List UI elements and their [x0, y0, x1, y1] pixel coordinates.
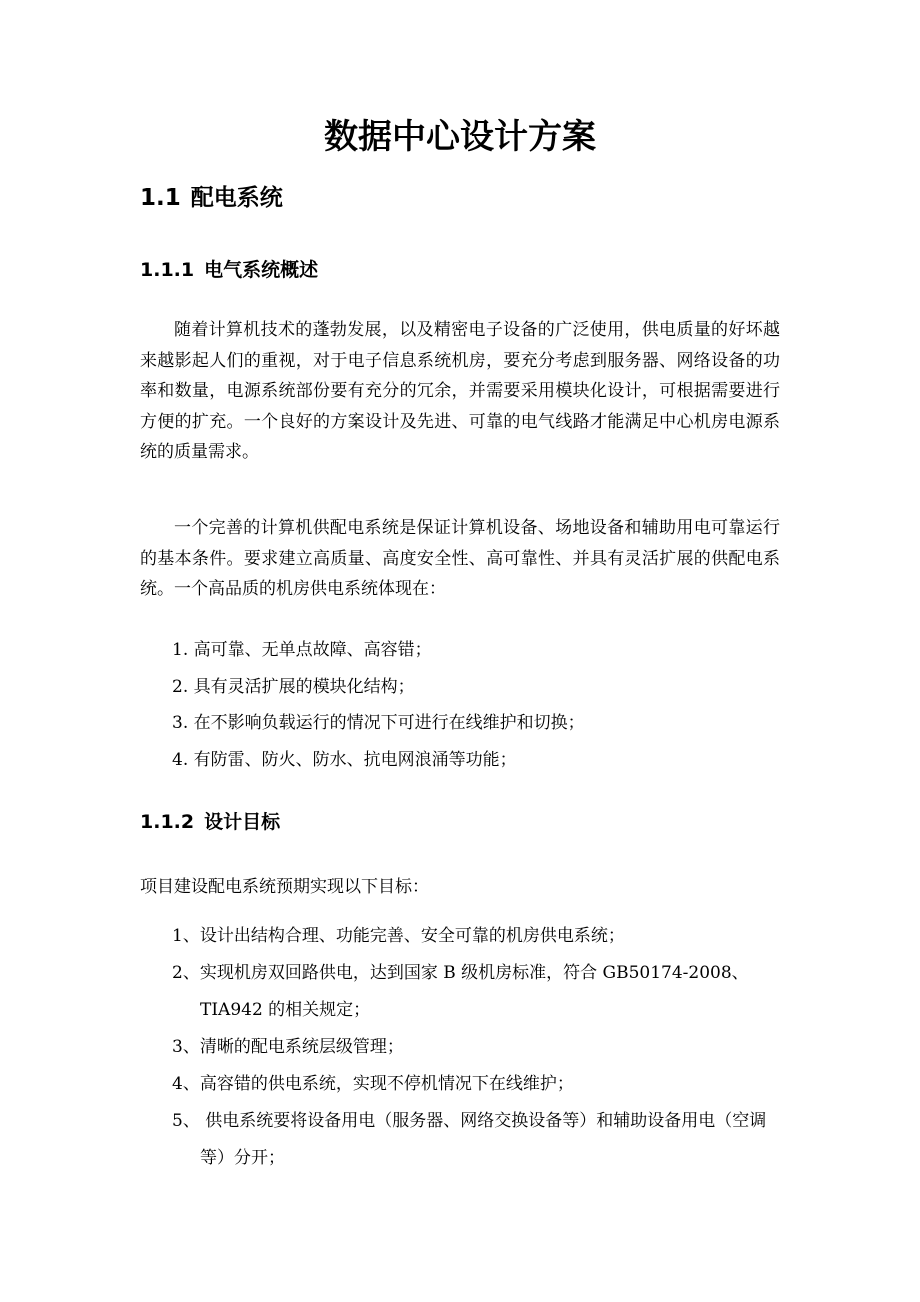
subsection-number: 1.1.1	[140, 259, 195, 281]
subsection-title: 电气系统概述	[204, 259, 319, 281]
list-item: 4、高容错的供电系统，实现不停机情况下在线维护；	[172, 1074, 574, 1094]
requirements-list	[172, 638, 787, 784]
list-item: 3、清晰的配电系统层级管理；	[172, 1037, 404, 1057]
subsection-heading-design-goals	[140, 807, 280, 837]
list-item: 5、 供电系统要将设备用电（服务器、网络交换设备等）和辅助设备用电（空调等）分开；	[172, 1111, 767, 1168]
list-item: 2、实现机房双回路供电，达到国家 B 级机房标准，符合 GB50174-2008、TIA942 的相关规定；	[172, 963, 749, 1020]
section-heading	[140, 180, 283, 216]
paragraph: 随着计算机技术的蓬勃发展，以及精密电子设备的广泛使用，供电质量的好坏越来越影起人们的重视，对于电子信息系统机房，要充分考虑到服务器、网络设备的功率和数量，电源系统部份要有充分的冗余，并需要采用模块化设计，可根据需要进行方便的扩充。一个良好的方案设计及先进、可靠的电气线路才能满足中心机房电源系统的质量需求。	[140, 320, 780, 463]
list-item: 2. 具有灵活扩展的模块化结构；	[172, 676, 415, 697]
paragraph: 一个完善的计算机供配电系统是保证计算机设备、场地设备和辅助用电可靠运行的基本条件。要求建立高质量、高度安全性、高可靠性、并具有灵活扩展的供配电系统。一个高品质的机房供电系统体现在：	[140, 518, 780, 600]
section-number: 1.1	[140, 185, 181, 211]
page-title: 数据中心设计方案	[324, 117, 596, 157]
list-item: 4. 有防雷、防火、防水、抗电网浪涌等功能；	[172, 749, 517, 770]
list-item: 1、设计出结构合理、功能完善、安全可靠的机房供电系统；	[172, 926, 625, 946]
section-title: 配电系统	[190, 185, 283, 211]
subsection-number: 1.1.2	[140, 811, 195, 833]
subsection-heading-electrical-overview	[140, 255, 318, 285]
goals-list	[172, 918, 787, 1177]
list-item: 1. 高可靠、无单点故障、高容错；	[172, 640, 432, 660]
subsection-title: 设计目标	[204, 811, 281, 833]
list-item: 3. 在不影响负载运行的情况下可进行在线维护和切换；	[172, 713, 585, 733]
goals-intro: 项目建设配电系统预期实现以下目标：	[140, 877, 429, 897]
